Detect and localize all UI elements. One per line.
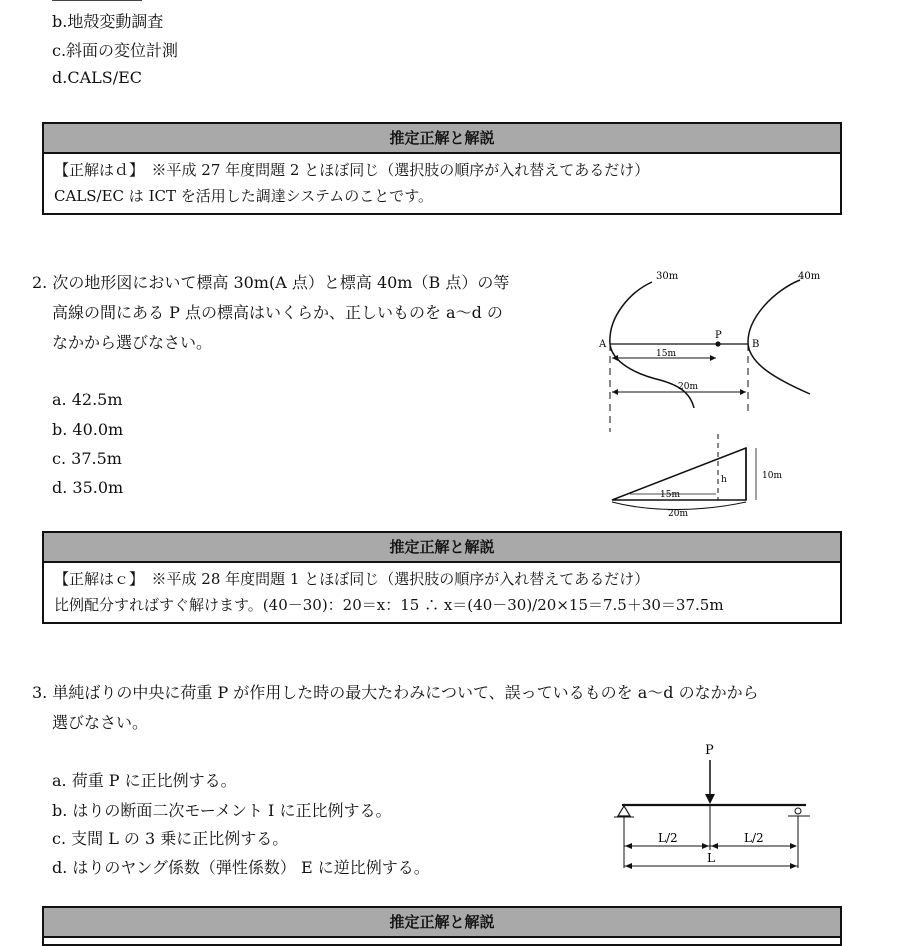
label-dist-ab: 20m xyxy=(678,382,698,392)
label-tri-10m: 10m xyxy=(762,471,782,481)
beam-figure xyxy=(610,736,820,876)
q2-line-3: なかから選びなさい。 xyxy=(52,333,213,352)
label-point-p: P xyxy=(715,330,722,341)
answer-box-3 xyxy=(42,906,842,946)
label-span: L xyxy=(707,851,715,865)
answer-box-1-line-1: 【正解はｄ】 ※平成 27 年度問題 2 とほぼ同じ（選択肢の順序が入れ替えてあるだけ） xyxy=(54,161,650,179)
label-half-right: L/2 xyxy=(744,831,764,845)
label-point-a: A xyxy=(599,339,607,350)
answer-box-2-line-1: 【正解はｃ】 ※平成 28 年度問題 1 とほぼ同じ（選択肢の順序が入れ替えてあるだけ） xyxy=(54,570,650,588)
label-point-b: B xyxy=(752,339,760,350)
q2-option-b: b. 40.0m xyxy=(52,420,124,439)
answer-box-1-heading: 推定正解と解説 xyxy=(44,124,840,154)
q3-option-d: d. はりのヤング係数（弾性係数） E に逆比例する。 xyxy=(52,858,430,877)
label-tri-20m: 20m xyxy=(668,509,688,519)
q2-line-1: 次の地形図において標高 30m(A 点）と標高 40m（B 点）の等 xyxy=(52,273,510,292)
label-tri-h: h xyxy=(721,475,727,485)
answer-box-1 xyxy=(42,122,842,215)
answer-box-2 xyxy=(42,531,842,624)
answer-box-3-heading: 推定正解と解説 xyxy=(44,908,840,938)
q1-option-d: d.CALS/EC xyxy=(52,68,143,87)
answer-box-2-line-2: 比例配分すればすぐ解けます。(40－30)：20＝x：15 ∴ x＝(40－30)/20×15＝7.5＋30＝37.5m xyxy=(54,596,724,614)
load-arrow-head xyxy=(705,794,715,804)
label-half-left: L/2 xyxy=(658,831,678,845)
q3-line-1: 単純ばりの中央に荷重 P が作用した時の最大たわみについて、誤っているものを a～d のなかから xyxy=(52,683,759,702)
q3-text xyxy=(32,678,759,738)
q2-option-d: d. 35.0m xyxy=(52,478,124,497)
pin-support-left xyxy=(618,806,630,816)
q2-text xyxy=(32,268,509,358)
q2-number: 2. xyxy=(32,273,48,292)
label-40m: 40m xyxy=(798,271,821,282)
label-tri-15m: 15m xyxy=(660,490,680,500)
label-load-p: P xyxy=(705,743,714,758)
q3-option-c: c. 支間 L の 3 乗に正比例する。 xyxy=(52,829,289,848)
answer-box-1-line-2: CALS/EC は ICT を活用した調達システムのことです。 xyxy=(54,187,434,205)
q2-option-c: c. 37.5m xyxy=(52,449,122,468)
point-p-marker xyxy=(715,341,720,346)
q2-line-2: 高線の間にある P 点の標高はいくらか、正しいものを a～d の xyxy=(52,303,503,322)
label-dist-ap: 15m xyxy=(656,349,676,359)
q3-line-2: 選びなさい。 xyxy=(52,713,149,732)
q1-option-c: c.斜面の変位計測 xyxy=(52,41,179,60)
contour-line-40m xyxy=(748,280,810,394)
q2-option-a: a. 42.5m xyxy=(52,390,123,409)
q3-option-a: a. 荷重 P に正比例する。 xyxy=(52,771,237,790)
q1-option-b: b.地殻変動調査 xyxy=(52,12,164,31)
label-30m: 30m xyxy=(656,271,679,282)
q3-number: 3. xyxy=(32,683,48,702)
roller-support-right xyxy=(795,808,801,814)
answer-box-2-heading: 推定正解と解説 xyxy=(44,533,840,563)
q1-option-top-clipped xyxy=(52,0,142,5)
contour-figure xyxy=(590,262,830,520)
q3-option-b: b. はりの断面二次モーメント I に正比例する。 xyxy=(52,801,392,820)
